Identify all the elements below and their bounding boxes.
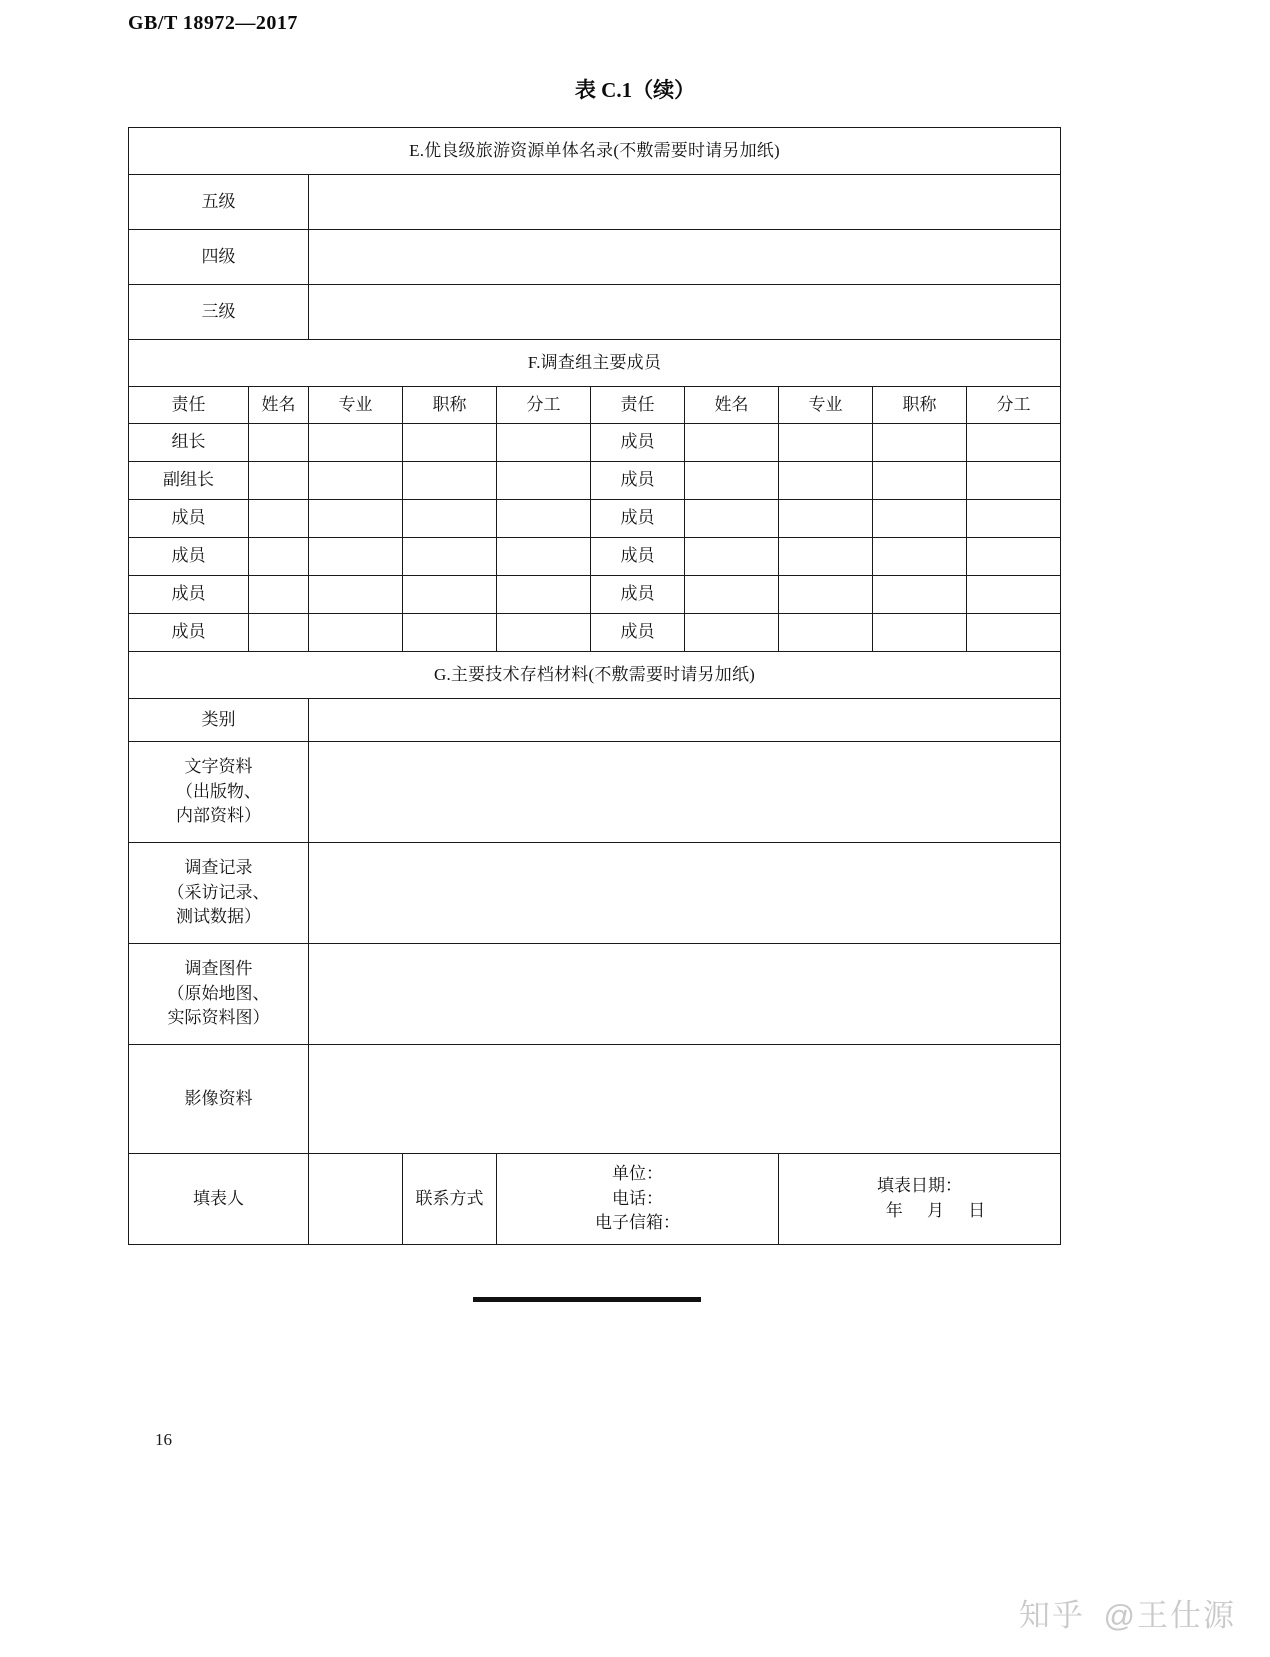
archive-label-media-materials: 影像资料 bbox=[129, 1045, 309, 1154]
archive-value-media-materials[interactable] bbox=[309, 1045, 1061, 1154]
member-duty-left[interactable] bbox=[497, 462, 591, 500]
col-header-major-left: 专业 bbox=[309, 387, 403, 424]
fill-date-block[interactable] bbox=[779, 1154, 1061, 1245]
member-name-right[interactable] bbox=[685, 538, 779, 576]
watermark-handle: @王仕源 bbox=[1103, 1598, 1236, 1633]
member-major-right[interactable] bbox=[779, 614, 873, 652]
member-duty-right[interactable] bbox=[967, 576, 1061, 614]
label-line-3: 内部资料） bbox=[176, 806, 261, 826]
member-major-left[interactable] bbox=[309, 576, 403, 614]
member-duty-left[interactable] bbox=[497, 614, 591, 652]
contact-details-block[interactable] bbox=[497, 1154, 779, 1245]
member-title-right[interactable] bbox=[873, 424, 967, 462]
archive-category-label: 类别 bbox=[129, 699, 309, 742]
contact-method-label: 联系方式 bbox=[403, 1154, 497, 1245]
member-role-left: 组长 bbox=[129, 424, 249, 462]
member-duty-left[interactable] bbox=[497, 424, 591, 462]
col-header-role-right: 责任 bbox=[591, 387, 685, 424]
table-row bbox=[129, 576, 1061, 614]
member-name-right[interactable] bbox=[685, 576, 779, 614]
grade-label-level5: 五级 bbox=[129, 175, 309, 230]
archive-value-survey-records[interactable] bbox=[309, 843, 1061, 944]
label-line-2: （采访记录、 bbox=[167, 882, 270, 902]
col-header-role-left: 责任 bbox=[129, 387, 249, 424]
col-header-major-right: 专业 bbox=[779, 387, 873, 424]
member-title-right[interactable] bbox=[873, 614, 967, 652]
member-title-left[interactable] bbox=[403, 576, 497, 614]
col-header-name-right: 姓名 bbox=[685, 387, 779, 424]
member-major-right[interactable] bbox=[779, 500, 873, 538]
label-line-3: 测试数据） bbox=[176, 907, 261, 927]
table-row bbox=[129, 424, 1061, 462]
table-row bbox=[129, 500, 1061, 538]
label-line-2: （出版物、 bbox=[176, 781, 261, 801]
member-role-left: 副组长 bbox=[129, 462, 249, 500]
col-header-name-left: 姓名 bbox=[249, 387, 309, 424]
label-line-3: 实际资料图） bbox=[167, 1008, 270, 1028]
col-header-duty-right: 分工 bbox=[967, 387, 1061, 424]
member-duty-left[interactable] bbox=[497, 500, 591, 538]
archive-category-value[interactable] bbox=[309, 699, 1061, 742]
contact-unit-label: 单位： bbox=[612, 1164, 663, 1184]
archive-label-text-materials bbox=[129, 742, 309, 843]
member-role-left: 成员 bbox=[129, 500, 249, 538]
member-role-right: 成员 bbox=[591, 424, 685, 462]
section-e-header-row bbox=[129, 128, 1061, 175]
contact-email-label: 电子信箱： bbox=[595, 1213, 680, 1233]
member-duty-left[interactable] bbox=[497, 576, 591, 614]
member-title-left[interactable] bbox=[403, 424, 497, 462]
member-duty-right[interactable] bbox=[967, 538, 1061, 576]
table-row bbox=[129, 538, 1061, 576]
member-role-left: 成员 bbox=[129, 576, 249, 614]
member-major-left[interactable] bbox=[309, 462, 403, 500]
member-title-right[interactable] bbox=[873, 576, 967, 614]
form-footer-row bbox=[129, 1154, 1061, 1245]
grade-value-level4[interactable] bbox=[309, 230, 1061, 285]
page-number: 16 bbox=[155, 1430, 172, 1449]
member-columns-header-row bbox=[129, 387, 1061, 424]
member-title-left[interactable] bbox=[403, 538, 497, 576]
standard-code-header: GB/T 18972—2017 bbox=[128, 12, 298, 34]
table-row bbox=[129, 230, 1061, 285]
table-row bbox=[129, 614, 1061, 652]
member-major-left[interactable] bbox=[309, 500, 403, 538]
form-table-container bbox=[128, 127, 1060, 1245]
section-f-title: F.调查组主要成员 bbox=[129, 340, 1061, 387]
table-row bbox=[129, 742, 1061, 843]
member-title-right[interactable] bbox=[873, 462, 967, 500]
member-role-left: 成员 bbox=[129, 538, 249, 576]
member-name-right[interactable] bbox=[685, 614, 779, 652]
member-major-left[interactable] bbox=[309, 424, 403, 462]
table-row bbox=[129, 462, 1061, 500]
member-duty-right[interactable] bbox=[967, 614, 1061, 652]
archive-label-survey-records bbox=[129, 843, 309, 944]
member-major-right[interactable] bbox=[779, 576, 873, 614]
col-header-title-right: 职称 bbox=[873, 387, 967, 424]
member-name-right[interactable] bbox=[685, 424, 779, 462]
watermark bbox=[1019, 1590, 1236, 1635]
member-duty-right[interactable] bbox=[967, 424, 1061, 462]
member-duty-right[interactable] bbox=[967, 462, 1061, 500]
grade-value-level5[interactable] bbox=[309, 175, 1061, 230]
section-e-title: E.优良级旅游资源单体名录(不敷需要时请另加纸) bbox=[129, 128, 1061, 175]
member-major-right[interactable] bbox=[779, 462, 873, 500]
section-g-title: G.主要技术存档材料(不敷需要时请另加纸) bbox=[129, 652, 1061, 699]
member-title-right[interactable] bbox=[873, 538, 967, 576]
member-name-left[interactable] bbox=[249, 424, 309, 462]
member-title-left[interactable] bbox=[403, 462, 497, 500]
section-g-header-row bbox=[129, 652, 1061, 699]
col-header-duty-left: 分工 bbox=[497, 387, 591, 424]
member-title-left[interactable] bbox=[403, 500, 497, 538]
contact-phone-label: 电话： bbox=[612, 1188, 663, 1208]
survey-form-table bbox=[128, 127, 1061, 1245]
member-role-right: 成员 bbox=[591, 538, 685, 576]
archive-value-survey-graphics[interactable] bbox=[309, 944, 1061, 1045]
archive-label-survey-graphics bbox=[129, 944, 309, 1045]
member-role-right: 成员 bbox=[591, 576, 685, 614]
member-duty-right[interactable] bbox=[967, 500, 1061, 538]
label-line-2: （原始地图、 bbox=[167, 983, 270, 1003]
member-name-right[interactable] bbox=[685, 462, 779, 500]
table-row bbox=[129, 285, 1061, 340]
label-line-1: 调查图件 bbox=[184, 959, 253, 979]
label-line-1: 文字资料 bbox=[184, 757, 253, 777]
member-title-right[interactable] bbox=[873, 500, 967, 538]
member-duty-left[interactable] bbox=[497, 538, 591, 576]
table-row bbox=[129, 1045, 1061, 1154]
member-name-left[interactable] bbox=[249, 538, 309, 576]
table-row bbox=[129, 175, 1061, 230]
table-caption: 表 C.1（续） bbox=[574, 78, 696, 102]
member-major-right[interactable] bbox=[779, 538, 873, 576]
table-row bbox=[129, 843, 1061, 944]
grade-value-level3[interactable] bbox=[309, 285, 1061, 340]
table-row bbox=[129, 699, 1061, 742]
archive-value-text-materials[interactable] bbox=[309, 742, 1061, 843]
member-role-right: 成员 bbox=[591, 614, 685, 652]
member-title-left[interactable] bbox=[403, 614, 497, 652]
section-f-header-row bbox=[129, 340, 1061, 387]
member-role-left: 成员 bbox=[129, 614, 249, 652]
grade-label-level4: 四级 bbox=[129, 230, 309, 285]
member-major-right[interactable] bbox=[779, 424, 873, 462]
member-name-left[interactable] bbox=[249, 500, 309, 538]
fill-date-ymd: 年 月 日 bbox=[885, 1201, 996, 1220]
member-major-left[interactable] bbox=[309, 614, 403, 652]
member-name-right[interactable] bbox=[685, 500, 779, 538]
col-header-title-left: 职称 bbox=[403, 387, 497, 424]
filler-person-label: 填表人 bbox=[129, 1154, 309, 1245]
member-role-right: 成员 bbox=[591, 462, 685, 500]
table-row bbox=[129, 944, 1061, 1045]
member-name-left[interactable] bbox=[249, 462, 309, 500]
fill-date-label: 填表日期： bbox=[877, 1176, 962, 1196]
document-end-rule bbox=[473, 1297, 701, 1302]
member-name-left[interactable] bbox=[249, 576, 309, 614]
member-name-left[interactable] bbox=[249, 614, 309, 652]
member-role-right: 成员 bbox=[591, 500, 685, 538]
filler-person-value[interactable] bbox=[309, 1154, 403, 1245]
label-line-1: 调查记录 bbox=[184, 858, 253, 878]
watermark-brand: 知乎 bbox=[1018, 1598, 1085, 1633]
grade-label-level3: 三级 bbox=[129, 285, 309, 340]
member-major-left[interactable] bbox=[309, 538, 403, 576]
